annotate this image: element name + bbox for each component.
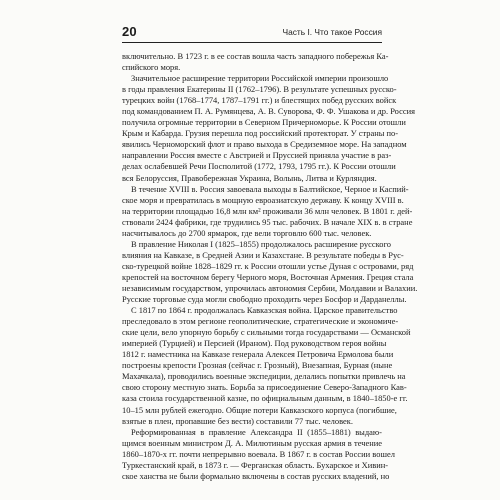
text-line: империей (Турцией) и Персией (Ираном). Под руководством героя войны	[122, 338, 387, 349]
body-text	[122, 51, 418, 482]
running-head: Часть I. Что такое Россия	[282, 27, 382, 37]
text-line: ско-турецкой войне 1828–1829 гг. к России отошли устье Дуная с островами, ряд	[122, 260, 414, 271]
page-number: 20	[122, 24, 137, 39]
text-line: преследовало в этом регионе геополитические, стратегические и экономиче-	[122, 316, 399, 327]
text-line: под командованием П. А. Румянцева, А. В. Суворова, Ф. Ф. Ушакова и др. Россия	[122, 106, 415, 117]
text-line: получила огромные территории в Северном Причерноморье. К России отошли	[122, 117, 406, 128]
text-line: 1812 г. наместника на Кавказе генерала Алексея Петровича Ермолова были	[122, 349, 394, 360]
text-line: каза стоила государственной казне, по официальным данным, в 1840–1850-е гг.	[122, 393, 408, 404]
text-line: щимся военным министром Д. А. Милютиным русская армия в течение	[122, 437, 382, 448]
text-line: ские цели, вело упорную борьбу с сильными тогда государствами — Османской	[122, 327, 411, 338]
text-line: 1860–1870-х гг. почти непрерывно воевала. В 1867 г. в состав России вошел	[122, 448, 395, 459]
text-line: 10–15 млн рублей ежегодно. Общие потери Кавказского корпуса (погибшие,	[122, 404, 397, 415]
text-line: крепостей на восточном берегу Черного моря, Восточная Армения. Греция стала	[122, 271, 414, 282]
text-line: Туркестанский край, в 1873 г. — Ферганская область. Бухарское и Хивин-	[122, 459, 389, 470]
text-line: взятые в плен, пропавшие без вести) составили 77 тыс. человек.	[122, 415, 353, 426]
text-line: Махачкала), проводились военные экспедиции, делались попытки привлечь на	[122, 371, 406, 382]
text-line: явились Черноморский флот и право выхода в Средиземное море. На западном	[122, 139, 407, 150]
text-line: ское моря и превратилась в мощную евроазиатскую державу. К концу XVIII в.	[122, 194, 404, 205]
text-line: насчитывалось до 2700 ярмарок, где вели торговлю 600 тыс. человек.	[122, 227, 372, 238]
text-line: ствовали 2424 фабрики, где трудились 95 тыс. рабочих. В начале XIX в. в стране	[122, 216, 413, 227]
text-line: В правление Николая I (1825–1855) продолжалось расширение русского	[131, 238, 391, 249]
text-line: ское ханства не были формально включены в состав русских владений, но	[122, 470, 390, 481]
text-line: построены крепости Грозная (сейчас г. Грозный), Внезапная, Бурная (ныне	[122, 360, 393, 371]
text-line: вся Белоруссия, Правобережная Украина, Волынь, Литва и Курляндия.	[122, 172, 377, 183]
text-line: свою сторону местную знать. Борьба за присоединение Северо-Западного Кав-	[122, 382, 407, 393]
page-header	[122, 26, 382, 43]
text-line: в годы правления Екатерины II (1762–1796). В результате успешных русско-	[122, 84, 397, 95]
text-line: Значительное расширение территории Российской империи произошло	[131, 73, 389, 84]
text-line: турецких войн (1768–1774, 1787–1791 гг.) и блестящих побед русских войск	[122, 95, 397, 106]
text-line: включительно. В 1723 г. в ее состав вошла часть западного побережья Ка-	[122, 51, 389, 61]
text-line: на территории площадью 16,8 млн км² проживали 36 млн человек. В 1801 г. дей-	[122, 205, 413, 216]
text-line: делах ослабевшей Речи Посполитой (1772, 1793, 1795 гг.). К России отошли	[122, 161, 396, 172]
text-line: направлении Россия вместе с Австрией и Пруссией приняла участие в раз-	[122, 150, 392, 161]
text-line: Крым и Кабарда. Грузия перешла под российский протекторат. У страны по-	[122, 128, 399, 139]
text-line: Реформированная в правление Александра II (1855–1881) выдаю-	[131, 426, 382, 437]
text-line: В течение XVIII в. Россия завоевала выходы в Балтийское, Черное и Каспий-	[131, 183, 409, 194]
text-line: влияния на Кавказе, в Средней Азии и Казахстане. В результате победы в Рус-	[122, 249, 404, 260]
text-line: спийского моря.	[122, 62, 181, 73]
text-line: независимым государством, упрочилась автономия Сербии, Молдавии и Валахии.	[122, 282, 418, 293]
text-line: С 1817 по 1864 г. продолжалась Кавказская война. Царское правительство	[131, 305, 398, 316]
text-line: Русские торговые суда могли свободно проходить через Босфор и Дарданеллы.	[122, 294, 407, 305]
